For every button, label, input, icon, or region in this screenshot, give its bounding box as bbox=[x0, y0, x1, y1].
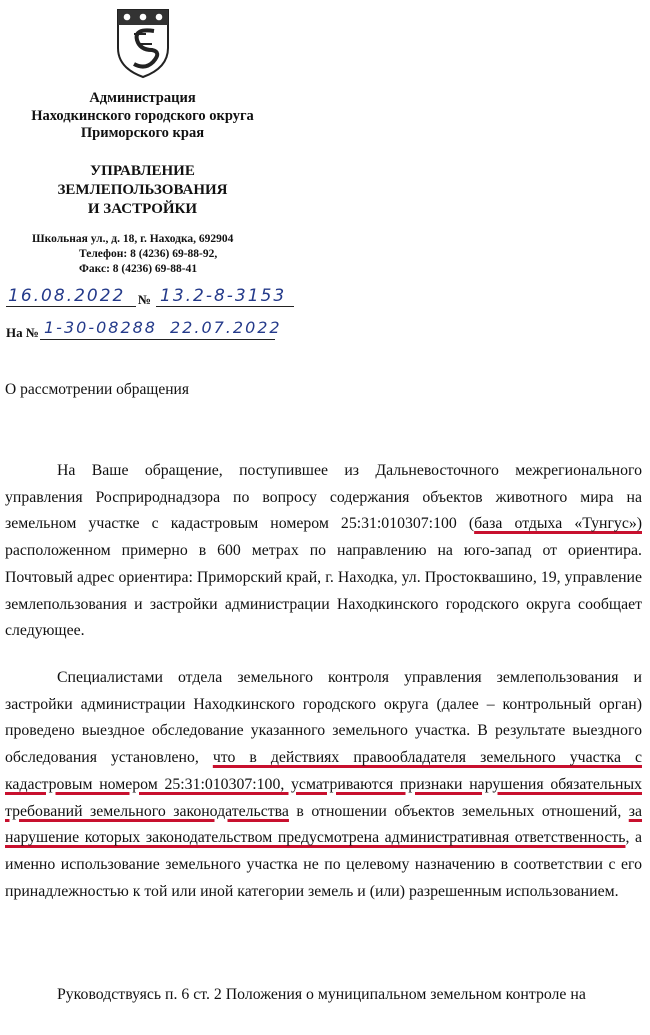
contact-block bbox=[32, 232, 233, 277]
dept-line-3: И ЗАСТРОЙКИ bbox=[87, 201, 198, 217]
coat-of-arms-emblem bbox=[112, 4, 174, 80]
department-name bbox=[10, 162, 275, 219]
reference-line bbox=[40, 339, 275, 340]
org-line-1: Администрация bbox=[89, 90, 196, 106]
dept-line-2: ЗЕМЛЕПОЛЬЗОВАНИЯ bbox=[57, 182, 228, 198]
p1-text-c: расположенном примерно в 600 метрах по направлению на юго-запад от ориентира. Почтовый адрес ориентира: Приморский край, г. Находка, ул. Простоквашино, 19, управление землепользования и застройки администрации Находкинского городского округа сообщает следующее. bbox=[5, 542, 642, 640]
reference-date: 22.07.2022 bbox=[170, 318, 282, 337]
p1-underlined-tungus: база отдыха «Тунгус») bbox=[474, 515, 642, 533]
p2-text-a: Специалистами отдела земельного контроля управления землепользования и застройки администрации Находкинского городского округа (далее – контрольный орган) проведено выездное обследование указанного земельного участка. В результате выездного обследования установлено, bbox=[5, 669, 642, 767]
outgoing-date: 16.08.2022 bbox=[8, 286, 126, 306]
reference-number-text: 1-30-08288 bbox=[44, 318, 157, 337]
subject-line: О рассмотрении обращения bbox=[5, 381, 189, 398]
reference-label: На № bbox=[6, 325, 39, 340]
fax: Факс: 8 (4236) 69-88-41 bbox=[79, 263, 198, 275]
phone: Телефон: 8 (4236) 69-88-92, bbox=[79, 248, 218, 260]
address: Школьная ул., д. 18, г. Находка, 692904 bbox=[32, 233, 234, 245]
p2-text-e: , а именно использование земельного участка не по целевому назначению в соответствии с его принадлежностью к той или иной категории земель и (или) разрешенным использованием. bbox=[5, 829, 642, 900]
org-line-3: Приморского края bbox=[80, 125, 205, 141]
reference-number bbox=[44, 318, 157, 337]
number-label: № bbox=[138, 292, 152, 307]
paragraph-2 bbox=[5, 665, 642, 905]
outgoing-number: 13.2-8-3153 bbox=[160, 286, 287, 306]
paragraph-3: Руководствуясь п. 6 ст. 2 Положения о муниципальном земельном контроле на bbox=[57, 986, 586, 1003]
p2-underlined-violation: что в действиях правообладателя земельного участка с кадастровым номером 25:31:010307:100, усматриваются признаки нарушения обязательных требований земельного законодательства bbox=[5, 749, 642, 820]
number-line bbox=[156, 306, 294, 307]
p2-text-c: в отношении объектов земельных отношений, bbox=[288, 802, 629, 820]
date-line bbox=[6, 306, 136, 307]
p2-underlined-liability: за нарушение которых законодательством предусмотрена административная ответственность bbox=[5, 802, 643, 847]
organization-name bbox=[0, 90, 285, 143]
p1-text-a: На Ваше обращение, поступившее из Дальневосточного межрегионального управления Росприроднадзора по вопросу содержания объектов животного мира на земельном участке с кадастровым номером 25:31:010307:100 ( bbox=[5, 462, 642, 533]
dept-line-1: УПРАВЛЕНИЕ bbox=[90, 163, 195, 179]
paragraph-1 bbox=[5, 458, 642, 645]
org-line-2: Находкинского городского округа bbox=[31, 107, 254, 124]
